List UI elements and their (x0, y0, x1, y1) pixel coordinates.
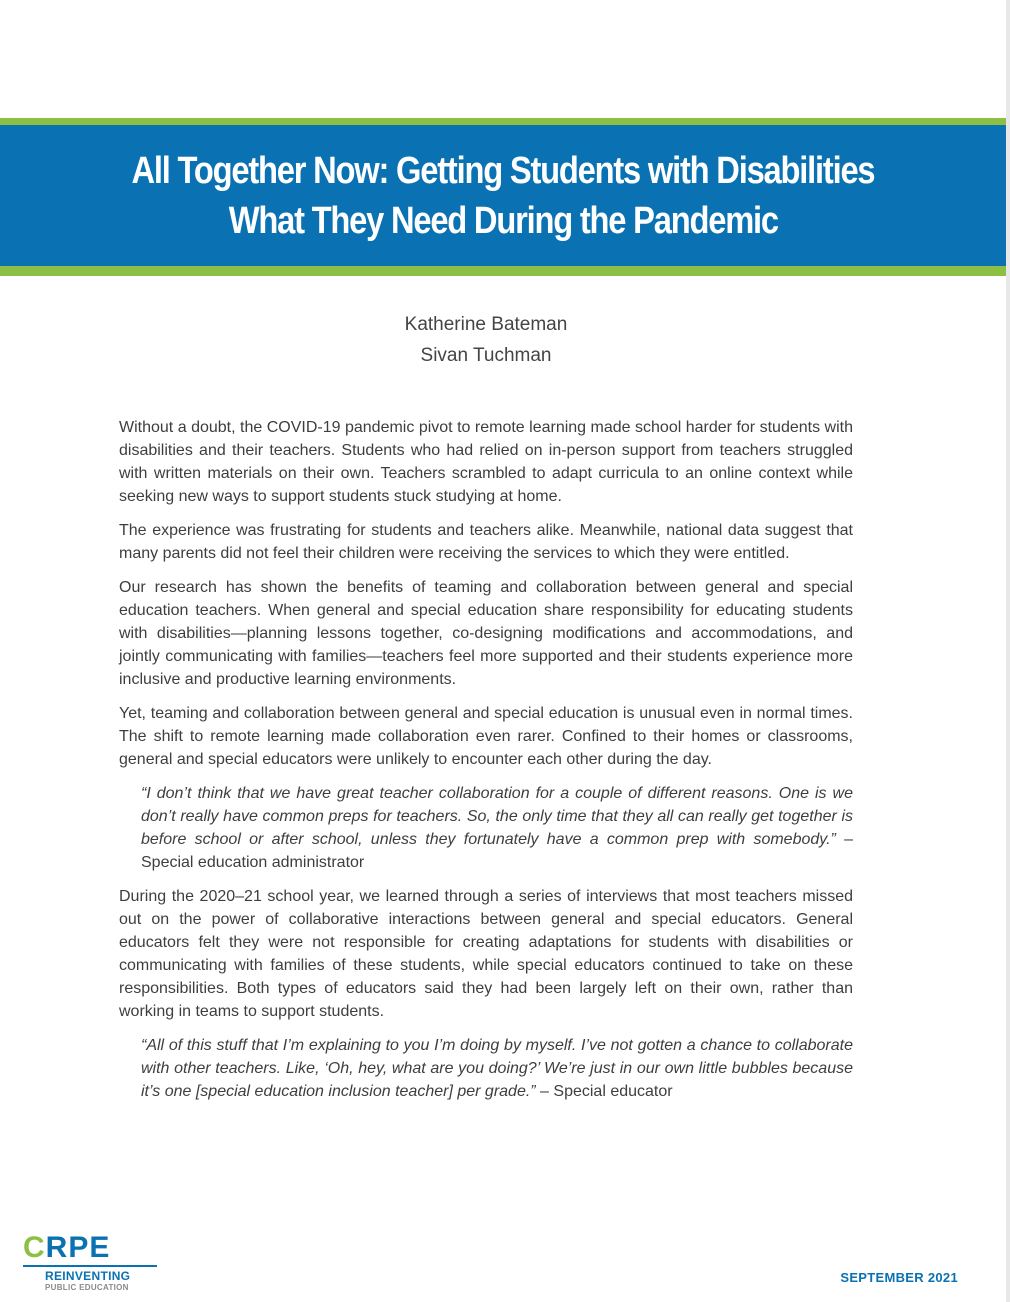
logo-divider (23, 1265, 157, 1267)
quote-text: “All of this stuff that I’m explaining to you I’m doing by myself. I’ve not gotten a chance to collaborate with other teachers. Like, ‘Oh, hey, what are you doing?’ We’re just in our own little bubbles because it’s one [special education inclusion teacher] per grade.” (141, 1037, 853, 1100)
banner-top-stripe (0, 118, 1006, 125)
logo-wordmark (23, 1233, 163, 1263)
logo-wordmark-rest: RPE (45, 1231, 111, 1264)
banner-body (0, 125, 1006, 266)
crpe-logo (23, 1233, 163, 1292)
author-name: Sivan Tuchman (420, 345, 552, 366)
article-body (119, 416, 853, 1114)
quote-text: “I don’t think that we have great teacher collaboration for a couple of different reasons. One is we don’t really have common preps for teachers. So, the only time that they all can really get together is before school or after school, unless they fortunately have a common prep with somebody.” (141, 785, 853, 848)
block-quote (141, 1034, 853, 1103)
quote-attribution: – Special educator (535, 1083, 673, 1100)
paragraph: During the 2020–21 school year, we learned through a series of interviews that most teachers missed out on the power of collaborative interactions between general and special educators. General educators felt they were not responsible for creating adaptations for students with disabilities or communicating with families of these students, while special educators continued to take on these responsibilities. Both types of educators said they had been largely left on their own, rather than working in teams to support students. (119, 888, 853, 1020)
title-banner (0, 118, 1006, 276)
publication-date: SEPTEMBER 2021 (840, 1270, 958, 1285)
paragraph: Yet, teaming and collaboration between general and special education is unusual even in normal times. The shift to remote learning made collaboration even rarer. Confined to their homes or classrooms, general and special educators were unlikely to encounter each other during the day. (119, 705, 853, 768)
paragraph: Without a doubt, the COVID-19 pandemic pivot to remote learning made school harder for students with disabilities and their teachers. Students who had relied on in-person support from teachers struggled with written materials on their own. Teachers scrambled to adapt curricula to an online context while seeking new ways to support students stuck studying at home. (119, 419, 853, 505)
paragraph: The experience was frustrating for students and teachers alike. Meanwhile, national data suggest that many parents did not feel their children were receiving the services to which they were entitled. (119, 522, 853, 562)
banner-bottom-stripe (0, 266, 1006, 276)
title-line-1: All Together Now: Getting Students with Disabilities (131, 149, 875, 192)
logo-tagline-2: PUBLIC EDUCATION (45, 1283, 129, 1292)
paragraph: Our research has shown the benefits of teaming and collaboration between general and special education teachers. When general and special education share responsibility for educating students with disabilities—planning lessons together, co-designing modifications and accommodations, and jointly communicating with families—teachers feel more supported and their students experience more inclusive and productive learning environments. (119, 579, 853, 688)
logo-tagline-1: REINVENTING (45, 1269, 131, 1283)
block-quote (141, 782, 853, 874)
title-line-2: What They Need During the Pandemic (228, 199, 778, 242)
author-name: Katherine Bateman (404, 314, 568, 335)
page-edge (1006, 0, 1010, 1302)
quote-attribution: – Special education administrator (141, 831, 854, 871)
author-list (0, 309, 972, 371)
logo-wordmark-c: C (23, 1231, 46, 1264)
